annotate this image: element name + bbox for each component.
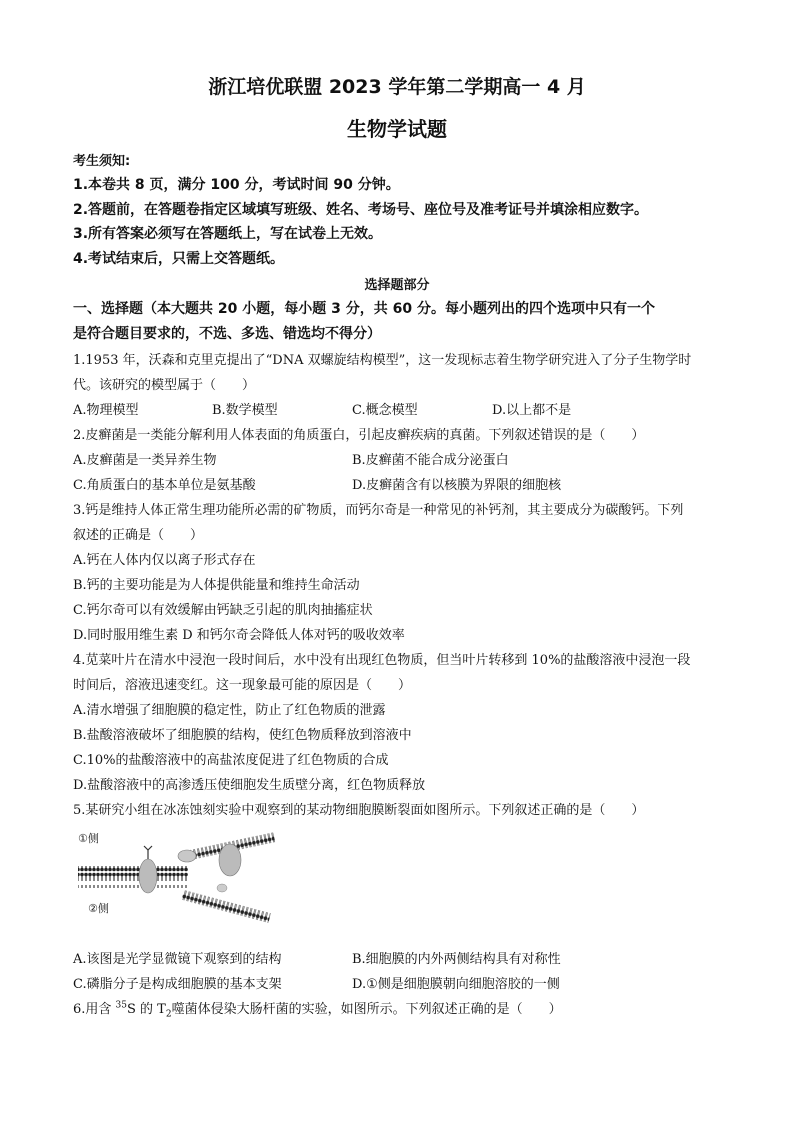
q6-stem-line1: 6.用含 $^{35}$S 的 $T_2$噬菌体侵染大肠杆菌的实验，如图所示。下列叙述正确的是（ ） — [73, 1000, 562, 1020]
bilayer-left-segment — [78, 866, 188, 888]
section-instruction-line2: 是符合题目要求的，不选、多选、错选均不得分） — [73, 326, 381, 342]
q1-option-c: C.概念模型 — [352, 403, 418, 418]
membrane-protein — [139, 859, 157, 893]
q5-stem-line1: 5.某研究小组在冰冻蚀刻实验中观察到的某动物细胞膜断裂面如图所示。下列叙述正确的是（ ） — [73, 803, 645, 818]
q3-stem-line2: 叙述的正确是（ ） — [73, 528, 204, 543]
notice-item-1: 1.本卷共 8 页，满分 100 分，考试时间 90 分钟。 — [73, 177, 400, 193]
q5-option-b: B.细胞膜的内外两侧结构具有对称性 — [352, 952, 561, 967]
q4-option-d: D.盐酸溶液中的高渗透压使细胞发生质壁分离，红色物质释放 — [73, 778, 426, 793]
q2-option-c: C.角质蛋白的基本单位是氨基酸 — [73, 478, 256, 493]
section-part-title: 选择题部分 — [364, 278, 430, 293]
peripheral-protein — [178, 850, 196, 862]
q2-stem-line1: 2.皮癣菌是一类能分解利用人体表面的角质蛋白，引起皮癣疾病的真菌。下列叙述错误的是（ ） — [73, 428, 645, 443]
q1-option-b: B.数学模型 — [212, 403, 278, 418]
q1-stem-line2: 代。该研究的模型属于（ ） — [73, 378, 256, 393]
notice-item-4: 4.考试结束后，只需上交答题纸。 — [73, 251, 285, 267]
q4-option-b: B.盐酸溶液破坏了细胞膜的结构，使红色物质释放到溶液中 — [73, 728, 412, 743]
q4-option-a: A.清水增强了细胞膜的稳定性，防止了红色物质的泄露 — [73, 703, 386, 718]
q3-option-a: A.钙在人体内仅以离子形式存在 — [73, 553, 256, 568]
q5-option-d: D.①侧是细胞膜朝向细胞溶胶的一侧 — [352, 977, 560, 992]
q2-option-b: B.皮癣菌不能合成分泌蛋白 — [352, 453, 509, 468]
exam-title: 浙江培优联盟 2023 学年第二学期高一 4 月 — [208, 76, 586, 98]
q5-option-c: C.磷脂分子是构成细胞膜的基本支架 — [73, 977, 282, 992]
q2-option-d: D.皮癣菌含有以核膜为界限的细胞核 — [352, 478, 562, 493]
q3-option-b: B.钙的主要功能是为人体提供能量和维持生命活动 — [73, 578, 360, 593]
figure-label-side2: ②侧 — [88, 902, 109, 915]
q4-option-c: C.10%的盐酸溶液中的高盐浓度促进了红色物质的合成 — [73, 753, 389, 768]
q3-stem-line1: 3.钙是维持人体正常生理功能所必需的矿物质，而钙尔奇是一种常见的补钙剂，其主要成分为碳酸钙。下列 — [73, 503, 684, 518]
q5-option-a: A.该图是光学显微镜下观察到的结构 — [73, 952, 282, 967]
lower-leaflet-fracture — [181, 890, 271, 923]
notice-heading: 考生须知: — [73, 154, 131, 169]
section-instruction-line1: 一、选择题（本大题共 20 小题，每小题 3 分，共 60 分。每小题列出的四个选项中只有一个 — [73, 301, 655, 317]
q3-option-c: C.钙尔奇可以有效缓解由钙缺乏引起的肌肉抽搐症状 — [73, 603, 373, 618]
q2-option-a: A.皮癣菌是一类异养生物 — [73, 453, 217, 468]
q4-stem-line2: 时间后，溶液迅速变红。这一现象最可能的原因是（ ） — [73, 678, 412, 693]
notice-item-3: 3.所有答案必须写在答题纸上，写在试卷上无效。 — [73, 226, 383, 242]
q1-option-d: D.以上都不是 — [492, 403, 572, 418]
q3-option-d: D.同时服用维生素 D 和钙尔奇会降低人体对钙的吸收效率 — [73, 628, 405, 643]
q1-option-a: A.物理模型 — [73, 403, 139, 418]
integral-protein — [219, 844, 241, 876]
subject-title: 生物学试题 — [347, 117, 447, 141]
q1-stem-line1: 1.1953 年，沃森和克里克提出了“DNA 双螺旋结构模型”，这一发现标志着生物学研究进入了分子生物学时 — [73, 353, 692, 368]
q4-stem-line1: 4.苋菜叶片在清水中浸泡一段时间后，水中没有出现红色物质，但当叶片转移到 10%的盐酸溶液中浸泡一段 — [73, 653, 691, 668]
membrane-freeze-fracture-figure — [72, 828, 277, 943]
figure-label-side1: ①侧 — [78, 832, 99, 845]
notice-item-2: 2.答题前，在答题卷指定区域填写班级、姓名、考场号、座位号及准考证号并填涂相应数字。 — [73, 202, 649, 218]
